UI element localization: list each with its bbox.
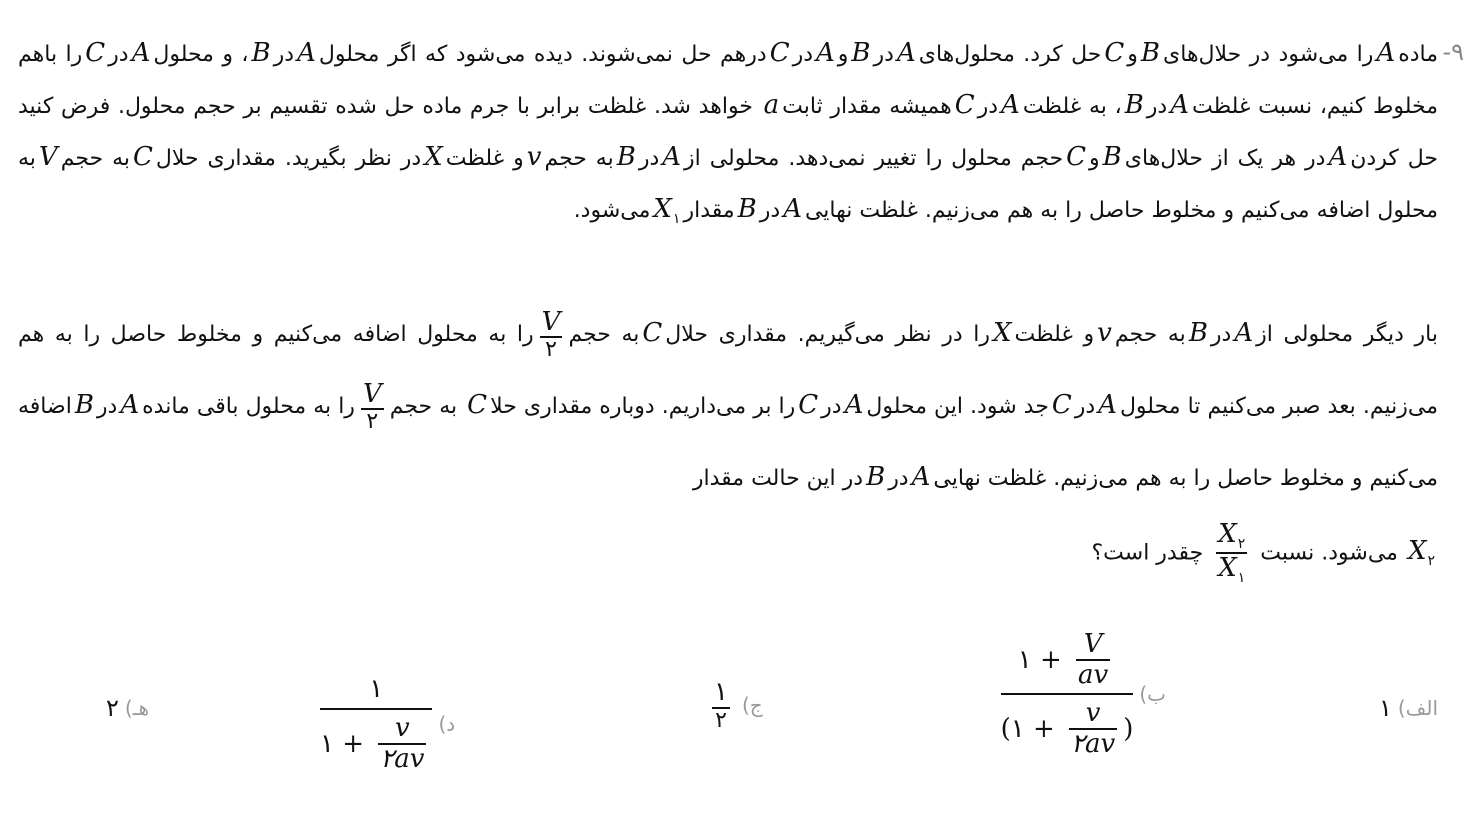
option-he[interactable]: هـ) ۲ bbox=[106, 694, 150, 722]
answer-options bbox=[0, 630, 1482, 810]
option-be-expression: ۱ + $\frac{V}{av}$ ( ۱ + $\frac{v}{۲av}$ ) bbox=[1000, 629, 1134, 759]
question-final-line: $X_۲$ می‌شود. نسبت $\frac{X_۲}{X_۱}$ چقدر است؟ bbox=[1091, 519, 1435, 587]
paragraph-1: مادهAرا می‌شود در حلال‌هایBوCحل کرد. محلول‌هایAدرBوAدرCدرهم حل نمی‌شوند. دیده می‌شود که اگر محلولAدرB، و محلولAدرCرا باهم مخلوط کنیم، نسبت غلظتAدرB، به غلظتAدرCهمیشه مقدار ثابتa خواهد شد. غلظت برابر با جرم ماده حل شده تقسیم بر حجم محلول. فرض کنید حل کردنAدر هر یک از حلال‌هایBوCحجم محلول را تغییر نمی‌دهد. محلولی ازAدرBبه حجمvو غلظتXدر نظر بگیرید. مقداری حلالCبه حجمVبه محلول اضافه می‌کنیم و مخلوط حاصل را به هم می‌زنیم. غلظت نهاییAدرBمقدارX$_۱$می‌شود. bbox=[18, 38, 1439, 227]
paragraph-2: بار دیگر محلولی ازAدرBبه حجمvو غلظتXرا در نظر می‌گیریم. مقداری حلالCبه حجم $\frac{V}{۲}$ را به محلول اضافه می‌کنیم و مخلوط حاصل را به هم می‌زنیم. بعد صبر می‌کنیم تا محلولAدرCجد شود. این محلولAدرCرا بر می‌داریم. دوباره مقداری حلاC به حجم $\frac{V}{۲}$ را به محلول باقی ماندهAدرBاضافه می‌کنیم و مخلوط حاصل را به هم می‌زنیم. غلظت نهاییAدرBدر این حالت مقدار bbox=[18, 306, 1438, 492]
fraction-x2-over-x1: $\frac{X_۲}{X_۱}$ bbox=[1218, 519, 1246, 587]
fraction-v-over-2: $\frac{V}{۲}$ bbox=[362, 378, 382, 435]
fraction-v-over-2: $\frac{V}{۲}$ bbox=[541, 306, 561, 363]
option-be[interactable]: ب) ۱ + $\frac{V}{av}$ ( ۱ + $\frac{v}{۲av}$ ) bbox=[1000, 629, 1166, 759]
option-jim[interactable]: ج) $\frac{۱}{۲}$ bbox=[714, 677, 763, 733]
option-alef[interactable]: الف) ۱ bbox=[1378, 694, 1438, 722]
option-dal[interactable]: د) ۱ ۱ + $\frac{v}{۲av}$ bbox=[320, 674, 456, 774]
option-dal-expression: ۱ ۱ + $\frac{v}{۲av}$ bbox=[320, 674, 432, 773]
question-number: -۹ bbox=[1442, 38, 1464, 66]
